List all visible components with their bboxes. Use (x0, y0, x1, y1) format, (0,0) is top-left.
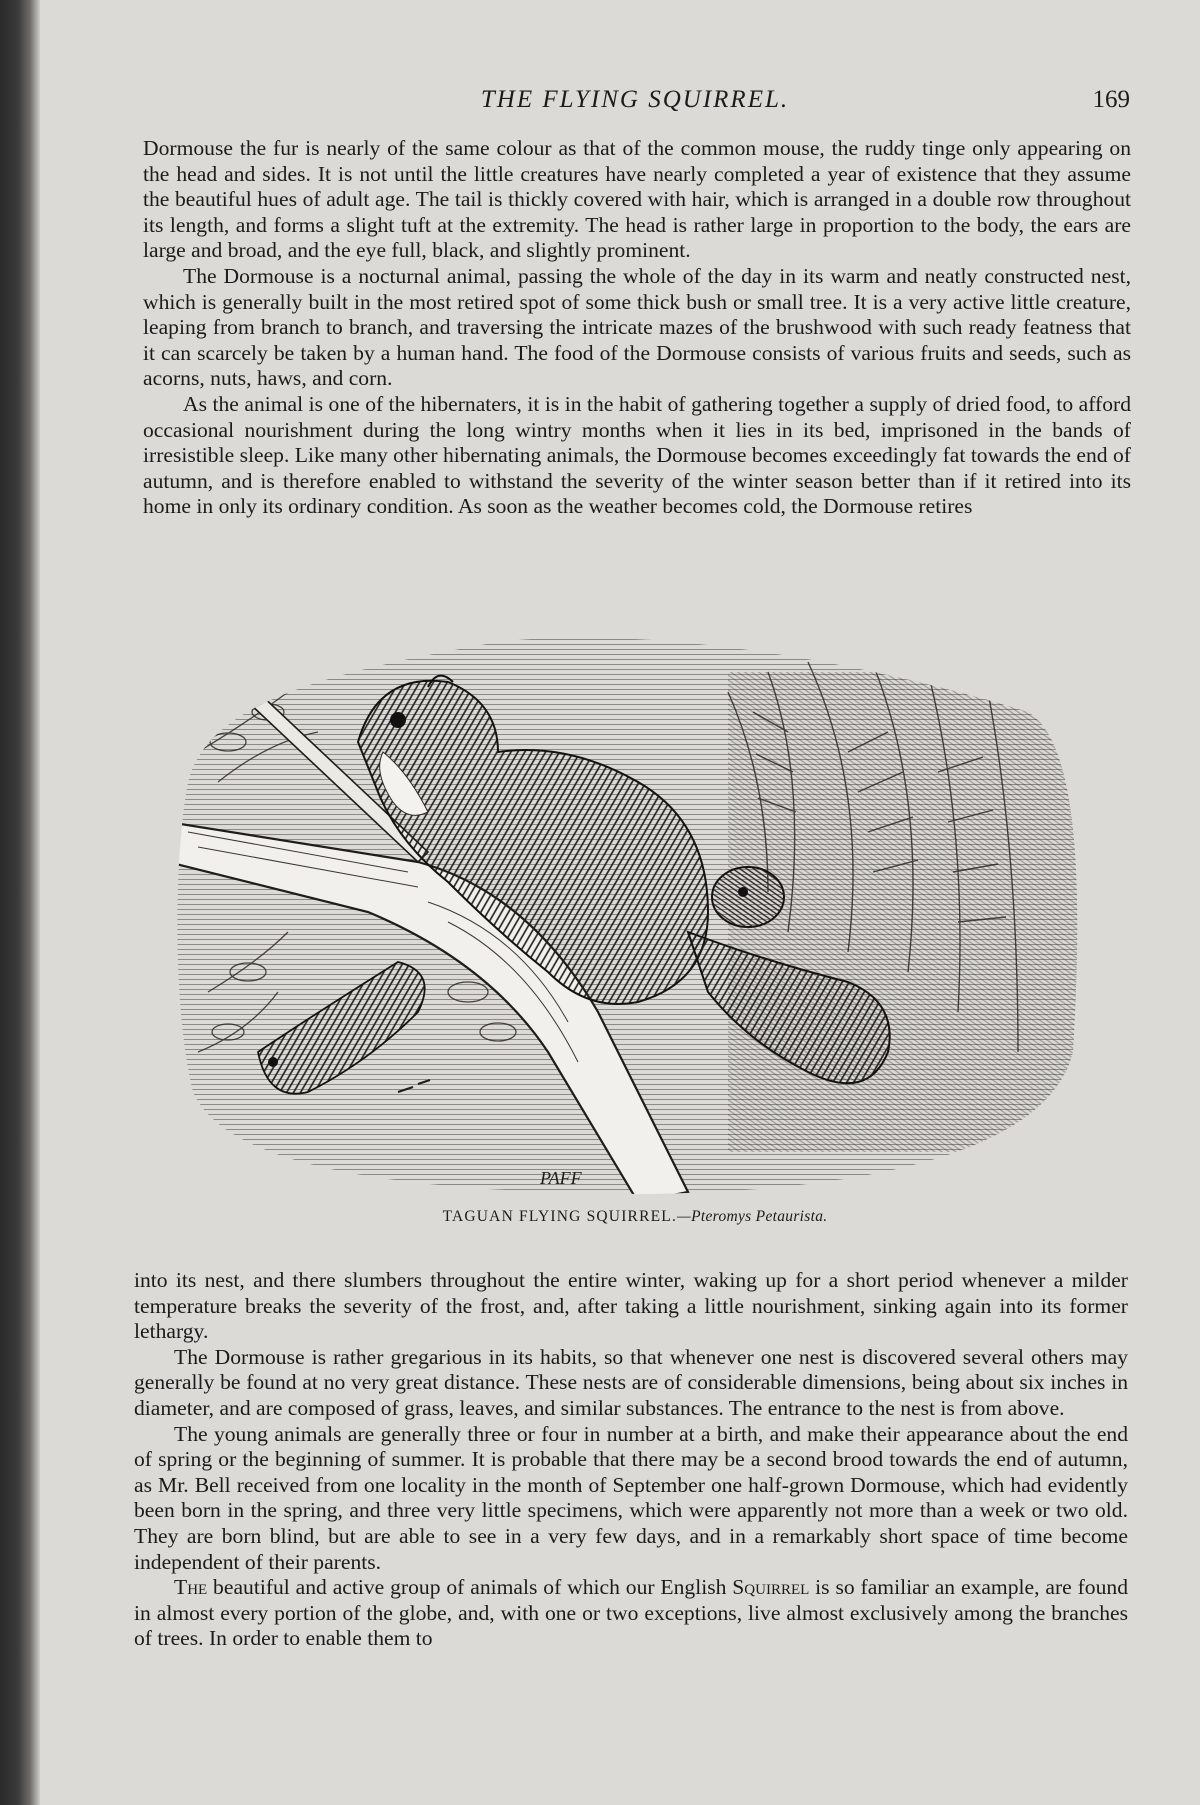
page-header (140, 86, 1130, 120)
top-text-block (143, 136, 1131, 520)
caption-title: TAGUAN FLYING SQUIRREL. (442, 1208, 678, 1225)
paragraph: The Dormouse is rather gregarious in its habits, so that whenever one nest is discovered several others may generally be found at no very great distance. These nests are of considerable dimensions, being about six inches in diameter, and are composed of grass, leaves, and similar substances. The entrance to the nest is from above. (134, 1344, 1128, 1420)
paragraph: into its nest, and there slumbers throughout the entire winter, waking up for a short period whenever a milder temperature breaks the severity of the frost, and, after taking a little nourishment, sinking again into its former lethargy. (134, 1268, 1128, 1344)
figure-caption (140, 1208, 1130, 1226)
paragraph: Dormouse the fur is nearly of the same colour as that of the common mouse, the ruddy tinge only appearing on the head and sides. It is not until the little creatures have nearly completed a year of existence that they assume the beautiful hues of adult age. The tail is thickly covered with hair, which is arranged in a double row throughout its length, and forms a slight tuft at the extremity. The head is rather large in proportion to the body, the ears are large and broad, and the eye full, black, and slightly prominent. (143, 136, 1131, 263)
paragraph-text: is so familiar an example, are found in almost every portion of the globe, and, with one or two exceptions, live almost exclusively among the branches of trees. In order to enable them to (134, 1575, 1128, 1651)
bottom-text-block (134, 1268, 1128, 1652)
paragraph (134, 1575, 1128, 1652)
engraving-illustration (168, 632, 1090, 1202)
running-title: THE FLYING SQUIRREL. (480, 86, 790, 113)
page-number: 169 (1092, 86, 1130, 113)
lead-word: The (174, 1575, 208, 1600)
small-caps-word: Squirrel (732, 1575, 810, 1600)
paragraph: As the animal is one of the hibernaters, it is in the habit of gathering together a supply of dried food, to afford occasional nourishment during the long wintry months when it lies in its bed, imprisoned in the bands of irresistible sleep. Like many other hibernating animals, the Dormouse becomes exceedingly fat towards the end of autumn, and is therefore enabled to withstand the severity of the winter season better than if it retired into its home in only its ordinary condition. As soon as the weather becomes cold, the Dormouse retires (143, 391, 1131, 519)
paragraph: The Dormouse is a nocturnal animal, passing the whole of the day in its warm and neatly constructed nest, which is generally built in the most retired spot of some thick bush or small tree. It is a very active little creature, leaping from branch to branch, and traversing the intricate mazes of the brushwood with such ready featness that it can scarcely be taken by a human hand. The food of the Dormouse consists of various fruits and seeds, such as acorns, nuts, haws, and corn. (143, 263, 1131, 391)
paragraph-text: beautiful and active group of animals of which our English (207, 1575, 733, 1600)
paragraph: The young animals are generally three or four in number at a birth, and make their appearance about the end of spring or the beginning of summer. It is probable that there may be a second brood towards the end of autumn, as Mr. Bell received from one locality in the month of September one half-grown Dormouse, which had evidently been born in the spring, and three very little specimens, which were apparently not more than a week or two old. They are born blind, but are able to see in a very few days, and in a remarkably short space of time become independent of their parents. (134, 1421, 1128, 1574)
engraver-signature: PAFF (540, 1168, 582, 1188)
book-binding-edge (0, 0, 40, 1805)
caption-latin-name: —Pteromys Petaurista. (677, 1208, 828, 1225)
